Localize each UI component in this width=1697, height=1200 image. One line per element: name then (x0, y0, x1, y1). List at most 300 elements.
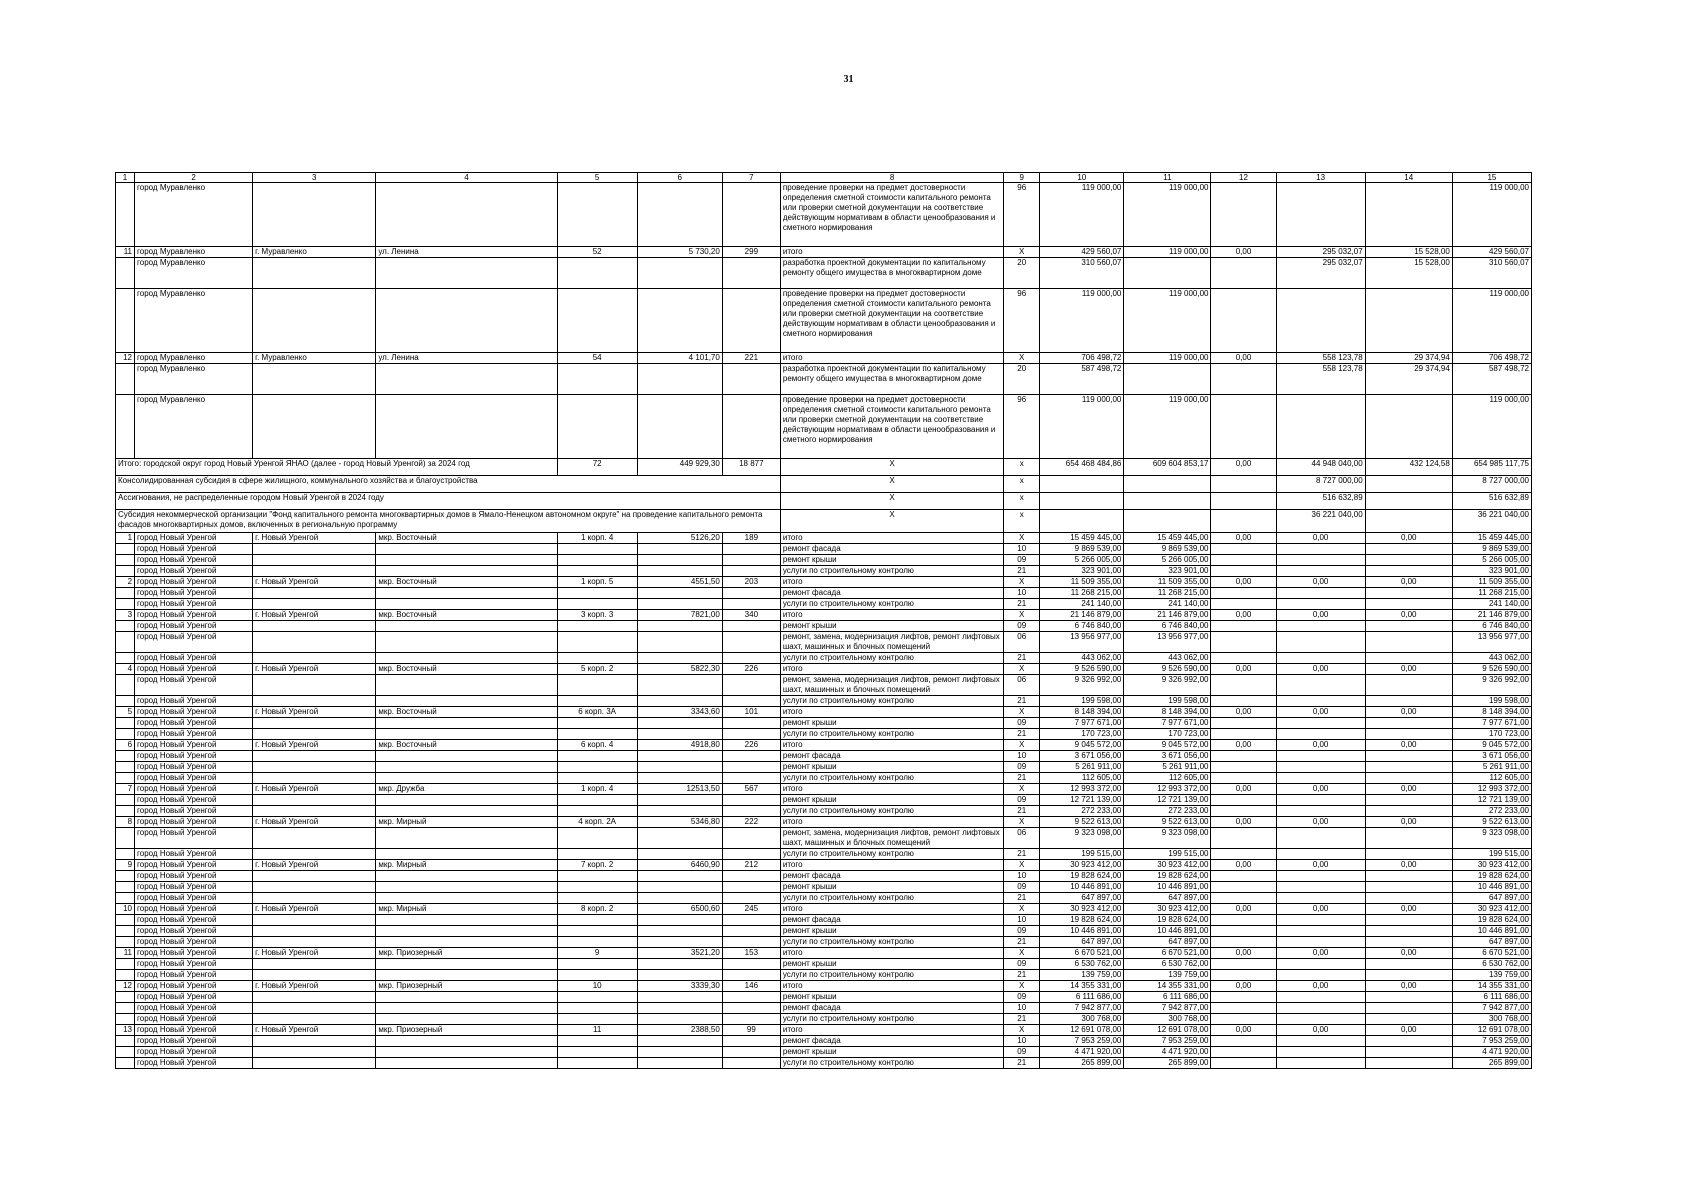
amount-cell: 12 691 078,00 (1452, 1025, 1531, 1036)
work-item-row (116, 1058, 1532, 1069)
work-code-cell: X (1004, 948, 1040, 959)
empty-cell (376, 289, 557, 353)
empty-cell (1276, 1014, 1365, 1025)
work-item-row (116, 762, 1532, 773)
work-item-row (116, 926, 1532, 937)
empty-cell (722, 970, 780, 981)
empty-cell (1211, 1058, 1276, 1069)
work-type-cell: проведение проверки на предмет достоверности определения сметной стоимости капитального ремонта или проверки сметной документации на соответствие действующим нормативам в области ценообразования и сметного нормирования (780, 289, 1003, 353)
amount-cell: 647 897,00 (1124, 937, 1211, 948)
amount-cell: 7 977 671,00 (1040, 718, 1124, 729)
empty-cell (253, 183, 376, 247)
municipality-cell: город Новый Уренгой (135, 621, 253, 632)
empty-cell (253, 632, 376, 653)
empty-cell (253, 364, 376, 395)
empty-cell (637, 544, 722, 555)
empty-cell (116, 762, 135, 773)
work-type-cell: ремонт, замена, модернизация лифтов, ремонт лифтовых шахт, машинных и блочных помещений (780, 675, 1003, 696)
summary-total-row (116, 459, 1532, 476)
city-cell: г. Новый Уренгой (253, 577, 376, 588)
empty-cell (116, 893, 135, 904)
house-cell: 1 корп. 4 (557, 533, 637, 544)
empty-cell (1124, 364, 1211, 395)
work-type-cell: проведение проверки на предмет достоверности определения сметной стоимости капитального ремонта или проверки сметной документации на соответствие действующим нормативам в области ценообразования и сметного нормирования (780, 395, 1003, 459)
municipality-cell: город Новый Уренгой (135, 937, 253, 948)
empty-cell (376, 1036, 557, 1047)
work-code-cell: 96 (1004, 289, 1040, 353)
empty-cell (116, 555, 135, 566)
house-total-row (116, 904, 1532, 915)
amount-cell: 5 266 005,00 (1124, 555, 1211, 566)
work-item-row (116, 849, 1532, 860)
city-cell: г. Новый Уренгой (253, 817, 376, 828)
amount-cell: 199 598,00 (1040, 696, 1124, 707)
amount-cell: 6 670 521,00 (1124, 948, 1211, 959)
empty-cell (557, 599, 637, 610)
work-item-row (116, 773, 1532, 784)
empty-cell (1276, 1036, 1365, 1047)
work-code-cell: 21 (1004, 599, 1040, 610)
empty-cell (1211, 183, 1276, 247)
work-type-cell: ремонт крыши (780, 882, 1003, 893)
empty-cell (116, 959, 135, 970)
amount-cell: 11 509 355,00 (1124, 577, 1211, 588)
work-type-cell: разработка проектной документации по капитальному ремонту общего имущества в многоквартирном доме (780, 364, 1003, 395)
amount-cell: 15 459 445,00 (1124, 533, 1211, 544)
empty-cell (722, 849, 780, 860)
amount-cell: 12 993 372,00 (1124, 784, 1211, 795)
house-total-row (116, 577, 1532, 588)
empty-cell (722, 289, 780, 353)
empty-cell (253, 599, 376, 610)
amount-cell: 19 828 624,00 (1124, 871, 1211, 882)
empty-cell (1365, 183, 1452, 247)
empty-cell (1276, 566, 1365, 577)
empty-cell (1365, 510, 1452, 533)
work-item-row (116, 893, 1532, 904)
amount-cell: 0,00 (1211, 948, 1276, 959)
empty-cell (1276, 555, 1365, 566)
amount-cell: 112 605,00 (1124, 773, 1211, 784)
empty-cell (253, 992, 376, 1003)
empty-cell (253, 970, 376, 981)
work-type-cell: ремонт крыши (780, 992, 1003, 1003)
work-type-cell: услуги по строительному контролю (780, 970, 1003, 981)
empty-cell (116, 566, 135, 577)
house-cell: 7 корп. 2 (557, 860, 637, 871)
empty-cell (1211, 795, 1276, 806)
municipality-cell: город Новый Уренгой (135, 707, 253, 718)
work-code-cell: X (1004, 707, 1040, 718)
empty-cell (1124, 476, 1211, 493)
row-number (116, 289, 135, 353)
work-type-cell: ремонт фасада (780, 1003, 1003, 1014)
municipality-cell: город Новый Уренгой (135, 948, 253, 959)
work-code-cell: x (1004, 459, 1040, 476)
amount-cell: 706 498,72 (1452, 353, 1531, 364)
city-cell: г. Новый Уренгой (253, 707, 376, 718)
amount-cell: 119 000,00 (1452, 395, 1531, 459)
city-cell: г. Новый Уренгой (253, 533, 376, 544)
empty-cell (557, 696, 637, 707)
empty-cell (722, 1014, 780, 1025)
empty-cell (1276, 718, 1365, 729)
work-type-cell: X (780, 510, 1003, 533)
amount-cell: 9 526 590,00 (1124, 664, 1211, 675)
amount-cell: 10 446 891,00 (1452, 882, 1531, 893)
work-type-cell: итого (780, 981, 1003, 992)
amount-cell: 609 604 853,17 (1124, 459, 1211, 476)
empty-cell (376, 1003, 557, 1014)
amount-cell: 295 032,07 (1276, 258, 1365, 289)
amount-cell: 30 923 412,00 (1124, 860, 1211, 871)
amount-cell: 0,00 (1211, 459, 1276, 476)
empty-cell (1211, 544, 1276, 555)
amount-cell: 19 828 624,00 (1040, 915, 1124, 926)
empty-cell (376, 621, 557, 632)
empty-cell (1211, 493, 1276, 510)
amount-cell: 654 468 484,86 (1040, 459, 1124, 476)
empty-cell (116, 258, 135, 289)
amount-cell: 272 233,00 (1040, 806, 1124, 817)
work-code-cell: 21 (1004, 806, 1040, 817)
amount-cell: 7 953 259,00 (1124, 1036, 1211, 1047)
area-cell: 3339,30 (637, 981, 722, 992)
empty-cell (116, 795, 135, 806)
empty-cell (253, 675, 376, 696)
amount-cell: 139 759,00 (1040, 970, 1124, 981)
amount-cell: 7 942 877,00 (1124, 1003, 1211, 1014)
work-code-cell: 20 (1004, 364, 1040, 395)
house-total-row (116, 981, 1532, 992)
work-type-cell: итого (780, 904, 1003, 915)
empty-cell (376, 762, 557, 773)
empty-cell (637, 718, 722, 729)
work-type-cell: X (780, 476, 1003, 493)
residents-cell: 299 (722, 247, 780, 258)
amount-cell: 7 977 671,00 (1452, 718, 1531, 729)
amount-cell: 11 268 215,00 (1124, 588, 1211, 599)
street-cell: мкр. Приозерный (376, 981, 557, 992)
work-type-cell: итого (780, 577, 1003, 588)
residents-cell: 189 (722, 533, 780, 544)
work-item-row (116, 1014, 1532, 1025)
empty-cell (1365, 882, 1452, 893)
empty-cell (557, 751, 637, 762)
work-code-cell: 06 (1004, 675, 1040, 696)
empty-cell (116, 1003, 135, 1014)
work-type-cell: итого (780, 740, 1003, 751)
empty-cell (376, 926, 557, 937)
empty-cell (376, 992, 557, 1003)
area-cell: 5822,30 (637, 664, 722, 675)
empty-cell (722, 1003, 780, 1014)
empty-cell (637, 1036, 722, 1047)
empty-cell (253, 289, 376, 353)
empty-cell (1365, 937, 1452, 948)
empty-cell (253, 555, 376, 566)
residents-cell: 226 (722, 740, 780, 751)
municipality-cell: город Муравленко (135, 247, 253, 258)
residents-cell: 226 (722, 664, 780, 675)
empty-cell (376, 915, 557, 926)
empty-cell (1276, 882, 1365, 893)
empty-cell (253, 395, 376, 459)
empty-cell (376, 751, 557, 762)
amount-cell: 9 526 590,00 (1040, 664, 1124, 675)
amount-cell: 0,00 (1276, 981, 1365, 992)
empty-cell (637, 937, 722, 948)
work-item-row (116, 970, 1532, 981)
house-cell: 1 корп. 4 (557, 784, 637, 795)
municipality-cell: город Муравленко (135, 183, 253, 247)
area-cell: 3343,60 (637, 707, 722, 718)
empty-cell (1276, 289, 1365, 353)
empty-cell (1211, 632, 1276, 653)
municipality-cell: город Новый Уренгой (135, 970, 253, 981)
amount-cell: 5 261 911,00 (1040, 762, 1124, 773)
amount-cell: 119 000,00 (1124, 395, 1211, 459)
empty-cell (722, 871, 780, 882)
amount-cell: 199 598,00 (1124, 696, 1211, 707)
empty-cell (637, 632, 722, 653)
column-header-13: 13 (1276, 173, 1365, 183)
amount-cell: 119 000,00 (1452, 289, 1531, 353)
empty-cell (1211, 1036, 1276, 1047)
empty-cell (253, 937, 376, 948)
work-code-cell: 96 (1004, 395, 1040, 459)
area-cell: 6460,90 (637, 860, 722, 871)
amount-cell: 36 221 040,00 (1276, 510, 1365, 533)
empty-cell (1276, 751, 1365, 762)
municipality-cell: город Новый Уренгой (135, 696, 253, 707)
column-header-7: 7 (722, 173, 780, 183)
summary-row (116, 493, 1532, 510)
empty-cell (1211, 675, 1276, 696)
empty-cell (376, 364, 557, 395)
work-type-cell: итого (780, 860, 1003, 871)
house-cell: 10 (557, 981, 637, 992)
work-code-cell: X (1004, 577, 1040, 588)
amount-cell: 0,00 (1211, 247, 1276, 258)
empty-cell (116, 828, 135, 849)
amount-cell: 0,00 (1276, 784, 1365, 795)
municipality-cell: город Новый Уренгой (135, 544, 253, 555)
municipality-cell: город Новый Уренгой (135, 729, 253, 740)
city-cell: г. Новый Уренгой (253, 784, 376, 795)
work-code-cell: 06 (1004, 828, 1040, 849)
municipality-cell: город Муравленко (135, 395, 253, 459)
empty-cell (116, 729, 135, 740)
header-row (116, 173, 1532, 183)
amount-cell: 119 000,00 (1452, 183, 1531, 247)
empty-cell (1276, 871, 1365, 882)
amount-cell: 0,00 (1211, 817, 1276, 828)
empty-cell (1124, 493, 1211, 510)
amount-cell: 300 768,00 (1040, 1014, 1124, 1025)
empty-cell (1276, 828, 1365, 849)
amount-cell: 7 977 671,00 (1124, 718, 1211, 729)
amount-cell: 9 045 572,00 (1452, 740, 1531, 751)
work-code-cell: 09 (1004, 718, 1040, 729)
work-code-cell: 09 (1004, 555, 1040, 566)
house-total-row (116, 610, 1532, 621)
amount-cell: 0,00 (1365, 904, 1452, 915)
amount-cell: 199 515,00 (1124, 849, 1211, 860)
street-cell: мкр. Восточный (376, 610, 557, 621)
amount-cell: 119 000,00 (1040, 395, 1124, 459)
empty-cell (1365, 751, 1452, 762)
empty-cell (376, 849, 557, 860)
row-number: 10 (116, 904, 135, 915)
empty-cell (722, 1047, 780, 1058)
municipality-cell: город Новый Уренгой (135, 1003, 253, 1014)
empty-cell (722, 828, 780, 849)
empty-cell (1365, 566, 1452, 577)
amount-cell: 647 897,00 (1452, 937, 1531, 948)
amount-cell: 647 897,00 (1124, 893, 1211, 904)
amount-cell: 6 530 762,00 (1124, 959, 1211, 970)
empty-cell (1211, 1003, 1276, 1014)
empty-cell (557, 632, 637, 653)
amount-cell: 429 560,07 (1452, 247, 1531, 258)
amount-cell: 587 498,72 (1040, 364, 1124, 395)
column-header-11: 11 (1124, 173, 1211, 183)
work-item-row (116, 555, 1532, 566)
empty-cell (1365, 806, 1452, 817)
empty-cell (557, 729, 637, 740)
empty-cell (637, 566, 722, 577)
work-code-cell: 10 (1004, 544, 1040, 555)
work-item-row (116, 599, 1532, 610)
municipality-cell: город Новый Уренгой (135, 1036, 253, 1047)
empty-cell (557, 289, 637, 353)
municipality-cell: город Новый Уренгой (135, 806, 253, 817)
amount-cell: 9 522 613,00 (1452, 817, 1531, 828)
work-type-cell: итого (780, 610, 1003, 621)
work-type-cell: услуги по строительному контролю (780, 849, 1003, 860)
summary-label: Консолидированная субсидия в сфере жилищного, коммунального хозяйства и благоустройства (116, 476, 781, 493)
work-item-row (116, 992, 1532, 1003)
empty-cell (1365, 1014, 1452, 1025)
street-cell: мкр. Восточный (376, 664, 557, 675)
empty-cell (637, 871, 722, 882)
empty-cell (116, 849, 135, 860)
municipality-cell: город Новый Уренгой (135, 664, 253, 675)
house-cell: 8 корп. 2 (557, 904, 637, 915)
house-total-row (116, 664, 1532, 675)
amount-cell: 0,00 (1211, 1025, 1276, 1036)
work-item-row (116, 588, 1532, 599)
empty-cell (1276, 795, 1365, 806)
amount-cell: 112 605,00 (1452, 773, 1531, 784)
amount-cell: 443 062,00 (1124, 653, 1211, 664)
municipality-cell: город Новый Уренгой (135, 566, 253, 577)
work-item-row (116, 696, 1532, 707)
amount-cell: 265 899,00 (1124, 1058, 1211, 1069)
municipality-cell: город Новый Уренгой (135, 1014, 253, 1025)
empty-cell (1365, 493, 1452, 510)
empty-cell (1276, 183, 1365, 247)
empty-cell (637, 258, 722, 289)
empty-cell (376, 937, 557, 948)
empty-cell (722, 1058, 780, 1069)
street-cell: мкр. Восточный (376, 533, 557, 544)
house-total-row (116, 784, 1532, 795)
empty-cell (1276, 937, 1365, 948)
empty-cell (1365, 1003, 1452, 1014)
area-cell: 2388,50 (637, 1025, 722, 1036)
amount-cell: 9 326 992,00 (1040, 675, 1124, 696)
amount-cell: 9 522 613,00 (1124, 817, 1211, 828)
amount-cell: 29 374,94 (1365, 353, 1452, 364)
empty-cell (253, 806, 376, 817)
amount-cell: 0,00 (1365, 577, 1452, 588)
amount-cell: 8 727 000,00 (1452, 476, 1531, 493)
empty-cell (253, 588, 376, 599)
row-number: 11 (116, 247, 135, 258)
work-type-cell: ремонт крыши (780, 718, 1003, 729)
amount-cell: 8 148 394,00 (1452, 707, 1531, 718)
empty-cell (722, 653, 780, 664)
municipality-cell: город Новый Уренгой (135, 893, 253, 904)
empty-cell (557, 762, 637, 773)
empty-cell (1276, 762, 1365, 773)
empty-cell (722, 729, 780, 740)
empty-cell (1365, 828, 1452, 849)
amount-cell: 0,00 (1211, 784, 1276, 795)
city-cell: г. Новый Уренгой (253, 610, 376, 621)
amount-cell: 0,00 (1276, 904, 1365, 915)
empty-cell (722, 555, 780, 566)
amount-cell: 6 746 840,00 (1452, 621, 1531, 632)
amount-cell: 15 459 445,00 (1040, 533, 1124, 544)
empty-cell (557, 806, 637, 817)
empty-cell (722, 566, 780, 577)
amount-cell: 0,00 (1211, 904, 1276, 915)
empty-cell (1211, 828, 1276, 849)
empty-cell (1211, 915, 1276, 926)
amount-cell: 9 869 539,00 (1124, 544, 1211, 555)
amount-cell: 647 897,00 (1452, 893, 1531, 904)
work-item-row (116, 1036, 1532, 1047)
empty-cell (557, 183, 637, 247)
amount-cell: 295 032,07 (1276, 247, 1365, 258)
amount-cell: 9 522 613,00 (1040, 817, 1124, 828)
empty-cell (557, 566, 637, 577)
work-type-cell: итого (780, 784, 1003, 795)
amount-cell: 516 632,89 (1276, 493, 1365, 510)
empty-cell (722, 1036, 780, 1047)
empty-cell (116, 1058, 135, 1069)
empty-cell (1276, 544, 1365, 555)
empty-cell (1276, 970, 1365, 981)
city-cell: г. Новый Уренгой (253, 948, 376, 959)
work-type-cell: ремонт крыши (780, 762, 1003, 773)
empty-cell (722, 937, 780, 948)
column-header-6: 6 (637, 173, 722, 183)
empty-cell (557, 849, 637, 860)
empty-cell (637, 970, 722, 981)
amount-cell: 6 746 840,00 (1124, 621, 1211, 632)
empty-cell (1276, 599, 1365, 610)
empty-cell (1276, 729, 1365, 740)
area-cell: 4 101,70 (637, 353, 722, 364)
row-number: 2 (116, 577, 135, 588)
empty-cell (637, 806, 722, 817)
empty-cell (637, 675, 722, 696)
empty-cell (116, 915, 135, 926)
